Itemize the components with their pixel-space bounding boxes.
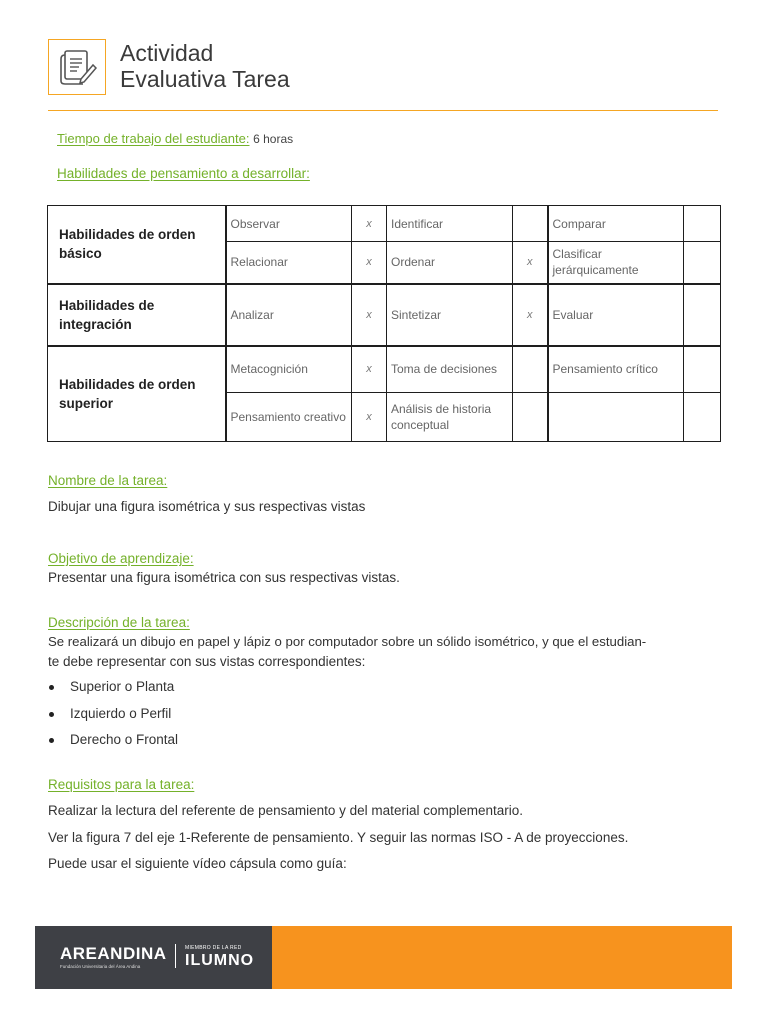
skill-cell: Evaluar — [548, 284, 684, 346]
skill-mark — [684, 393, 721, 442]
group-label-basic: Habilidades de orden básico — [48, 206, 226, 284]
description-heading: Descripción de la tarea: — [48, 615, 190, 630]
skill-mark — [684, 206, 721, 242]
group-label-integration: Habilidades de integración — [48, 284, 226, 346]
objective-heading: Objetivo de aprendizaje: — [48, 551, 194, 566]
document-pen-icon — [48, 39, 106, 95]
skill-mark: x — [352, 242, 387, 284]
skill-mark: x — [352, 346, 387, 393]
skill-mark — [684, 284, 721, 346]
description-line-1: Se realizará un dibujo en papel y lápiz o por computador sobre un sólido isométrico, y que el estudian- — [48, 634, 647, 649]
skill-mark: x — [513, 242, 548, 284]
skill-cell: Clasificar jerárquicamente — [548, 242, 684, 284]
skill-mark: x — [352, 284, 387, 346]
skill-cell — [548, 393, 684, 442]
skill-cell: Identificar — [387, 206, 513, 242]
bullet-icon — [49, 712, 54, 717]
list-item — [48, 731, 178, 758]
skill-cell: Relacionar — [226, 242, 352, 284]
views-list — [48, 678, 178, 758]
footer-accent-band — [272, 926, 732, 989]
group-label-superior: Habilidades de orden superior — [48, 346, 226, 442]
requirements-heading: Requisitos para la tarea: — [48, 777, 195, 792]
list-item — [48, 705, 178, 732]
skills-heading: Habilidades de pensamiento a desarrollar: — [57, 166, 310, 181]
member-label: MIEMBRO DE LA RED — [185, 945, 242, 951]
areandina-subtitle: Fundación Universitaria del Área Andina — [60, 964, 141, 969]
skill-mark: x — [352, 206, 387, 242]
skill-cell: Pensamiento creativo — [226, 393, 352, 442]
page-footer — [35, 926, 732, 989]
page-title-line-2: Evaluativa Tarea — [120, 66, 290, 92]
ilumno-logo: ILUMNO — [185, 952, 255, 969]
bullet-icon — [49, 738, 54, 743]
skill-mark — [513, 393, 548, 442]
work-time — [57, 131, 293, 146]
skill-cell: Análisis de historia conceptual — [387, 393, 513, 442]
description-line-2: te debe representar con sus vistas correspondientes: — [48, 654, 366, 669]
list-item-label: Derecho o Frontal — [70, 732, 179, 747]
skill-mark: x — [513, 284, 548, 346]
page-header — [48, 39, 718, 111]
task-name-text: Dibujar una figura isométrica y sus respectivas vistas — [48, 499, 366, 514]
skill-cell: Ordenar — [387, 242, 513, 284]
work-time-label: Tiempo de trabajo del estudiante: — [57, 131, 250, 146]
skill-mark — [513, 206, 548, 242]
skill-cell: Metacognición — [226, 346, 352, 393]
areandina-logo: AREANDINA — [60, 944, 167, 963]
skill-cell: Toma de decisiones — [387, 346, 513, 393]
skill-cell: Analizar — [226, 284, 352, 346]
skill-cell: Comparar — [548, 206, 684, 242]
skills-table — [47, 205, 721, 442]
page-title-line-1: Actividad — [120, 40, 214, 66]
requirements-line-3: Puede usar el siguiente vídeo cápsula como guía: — [48, 856, 347, 871]
footer-divider — [175, 944, 176, 968]
skill-mark — [684, 346, 721, 393]
list-item — [48, 678, 178, 705]
skill-mark — [684, 242, 721, 284]
requirements-line-2: Ver la figura 7 del eje 1-Referente de pensamiento. Y seguir las normas ISO - A de proyecciones. — [48, 830, 629, 845]
list-item-label: Superior o Planta — [70, 679, 175, 694]
footer-brand-panel — [35, 926, 272, 989]
work-time-value: 6 horas — [253, 132, 294, 146]
skill-mark — [513, 346, 548, 393]
requirements-line-1: Realizar la lectura del referente de pensamiento y del material complementario. — [48, 803, 523, 818]
skill-cell: Sintetizar — [387, 284, 513, 346]
list-item-label: Izquierdo o Perfil — [70, 705, 172, 721]
skill-mark: x — [352, 393, 387, 442]
task-name-heading: Nombre de la tarea: — [48, 473, 168, 488]
skill-cell: Observar — [226, 206, 352, 242]
skill-cell: Pensamiento crítico — [548, 346, 684, 393]
bullet-icon — [49, 685, 54, 690]
objective-text: Presentar una figura isométrica con sus respectivas vistas. — [48, 570, 400, 585]
